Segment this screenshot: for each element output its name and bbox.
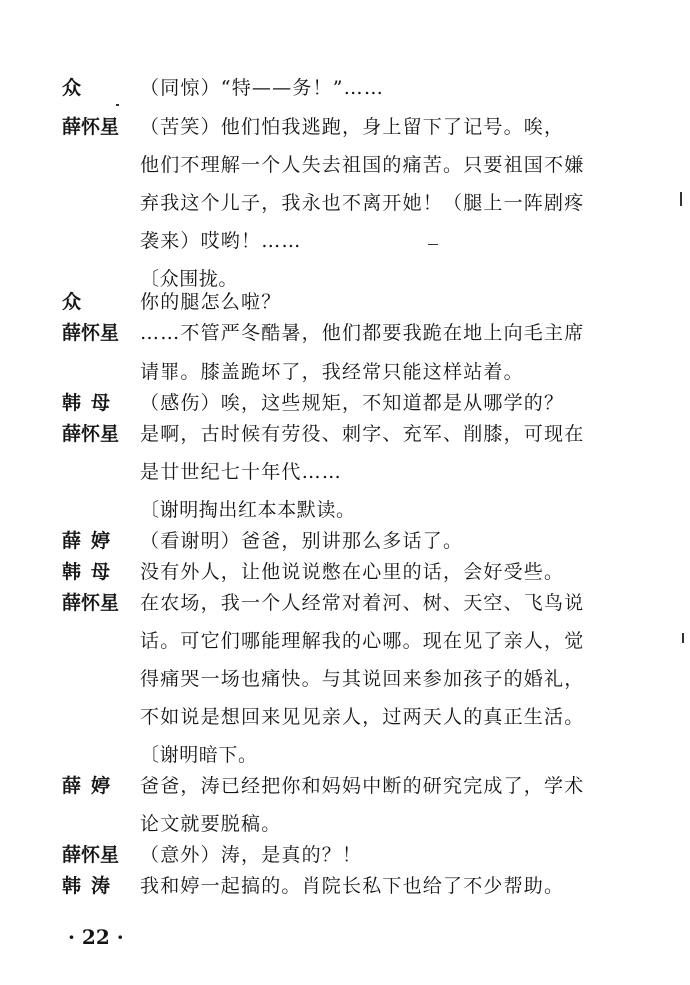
script-line (0, 586, 690, 620)
speaker-name: 薛怀星 (62, 116, 120, 138)
speaker-name: 薛婷 (62, 775, 121, 797)
page-number: · 22 · (68, 925, 124, 949)
dialogue-text: 得痛哭一场也痛快。与其说回来参加孩子的婚礼， (140, 668, 585, 690)
dialogue-text: 没有外人，让他说说憋在心里的话，会好受些。 (140, 561, 565, 583)
dialogue-text: 话。可它们哪能理解我的心哪。现在见了亲人，觉 (140, 630, 585, 652)
script-line (0, 316, 690, 350)
dialogue-text: （苦笑）他们怕我逃跑，身上留下了记号。唉， (140, 116, 565, 138)
script-line (0, 769, 690, 803)
dialogue-text: 我和婷一起搞的。肖院长私下也给了不少帮助。 (140, 875, 565, 897)
script-line (0, 700, 690, 734)
speaker-name: 韩母 (62, 561, 121, 583)
dialogue-text: 是廿世纪七十年代…… (140, 461, 343, 483)
dialogue-text: ……不管严冬酷暑，他们都要我跪在地上向毛主席 (140, 322, 585, 344)
script-line (0, 110, 690, 144)
script-line (0, 285, 690, 319)
script-line (0, 493, 690, 527)
script-line (0, 624, 690, 658)
script-line (0, 148, 690, 182)
speaker-name: 韩涛 (62, 875, 121, 897)
dialogue-text: 论文就要脱稿。 (140, 813, 282, 835)
dialogue-text: 他们不理解一个人失去祖国的痛苦。只要祖国不嫌 (140, 154, 585, 176)
script-line (0, 662, 690, 696)
script-line (0, 524, 690, 558)
speaker-name: 韩母 (62, 392, 121, 414)
speaker-name: 众 (62, 291, 82, 313)
script-line (0, 555, 690, 589)
dialogue-text: 爸爸，涛已经把你和妈妈中断的研究完成了，学术 (140, 775, 585, 797)
script-line (0, 186, 690, 220)
scan-speck (428, 244, 438, 245)
speaker-name: 薛怀星 (62, 844, 120, 866)
script-line (0, 355, 690, 389)
script-line (0, 71, 690, 105)
dialogue-text: 不如说是想回来见见亲人，过两天人的真正生活。 (140, 706, 585, 728)
dialogue-text: 袭来）哎哟！…… (140, 230, 302, 252)
stage-direction: 〔谢明掏出红本本默读。 (140, 499, 356, 521)
script-line (0, 807, 690, 841)
script-line (0, 386, 690, 420)
speaker-name: 薛怀星 (62, 423, 120, 445)
stage-direction: 〔谢明暗下。 (140, 744, 258, 766)
dialogue-text: 是啊，古时候有劳役、刺字、充军、削膝，可现在 (140, 423, 585, 445)
script-line (0, 738, 690, 772)
speaker-name: 薛婷 (62, 530, 121, 552)
speaker-name: 薛怀星 (62, 322, 120, 344)
dialogue-text: （看谢明）爸爸，别讲那么多话了。 (140, 530, 464, 552)
scan-speck (682, 633, 684, 643)
stage-direction: 〔众围拢。 (140, 268, 239, 290)
script-line (0, 838, 690, 872)
script-line (0, 869, 690, 903)
script-line (0, 455, 690, 489)
scan-speck (680, 192, 682, 206)
dialogue-text: 你的腿怎么啦？ (140, 291, 282, 313)
speaker-name: 众 (62, 77, 82, 99)
dialogue-text: 请罪。膝盖跪坏了，我经常只能这样站着。 (140, 361, 524, 383)
script-line (0, 417, 690, 451)
speaker-name: 薛怀星 (62, 592, 120, 614)
dialogue-text: 弃我这个儿子，我永也不离开她！（腿上一阵剧疼 (140, 192, 585, 214)
dialogue-text: （意外）涛，是真的？！ (140, 844, 363, 866)
scan-speck (116, 104, 119, 106)
dialogue-text: （感伤）唉，这些规矩，不知道都是从哪学的？ (140, 392, 565, 414)
dialogue-text: （同惊）“特——务！”…… (140, 77, 385, 99)
script-line (0, 224, 690, 258)
dialogue-text: 在农场，我一个人经常对着河、树、天空、飞鸟说 (140, 592, 585, 614)
